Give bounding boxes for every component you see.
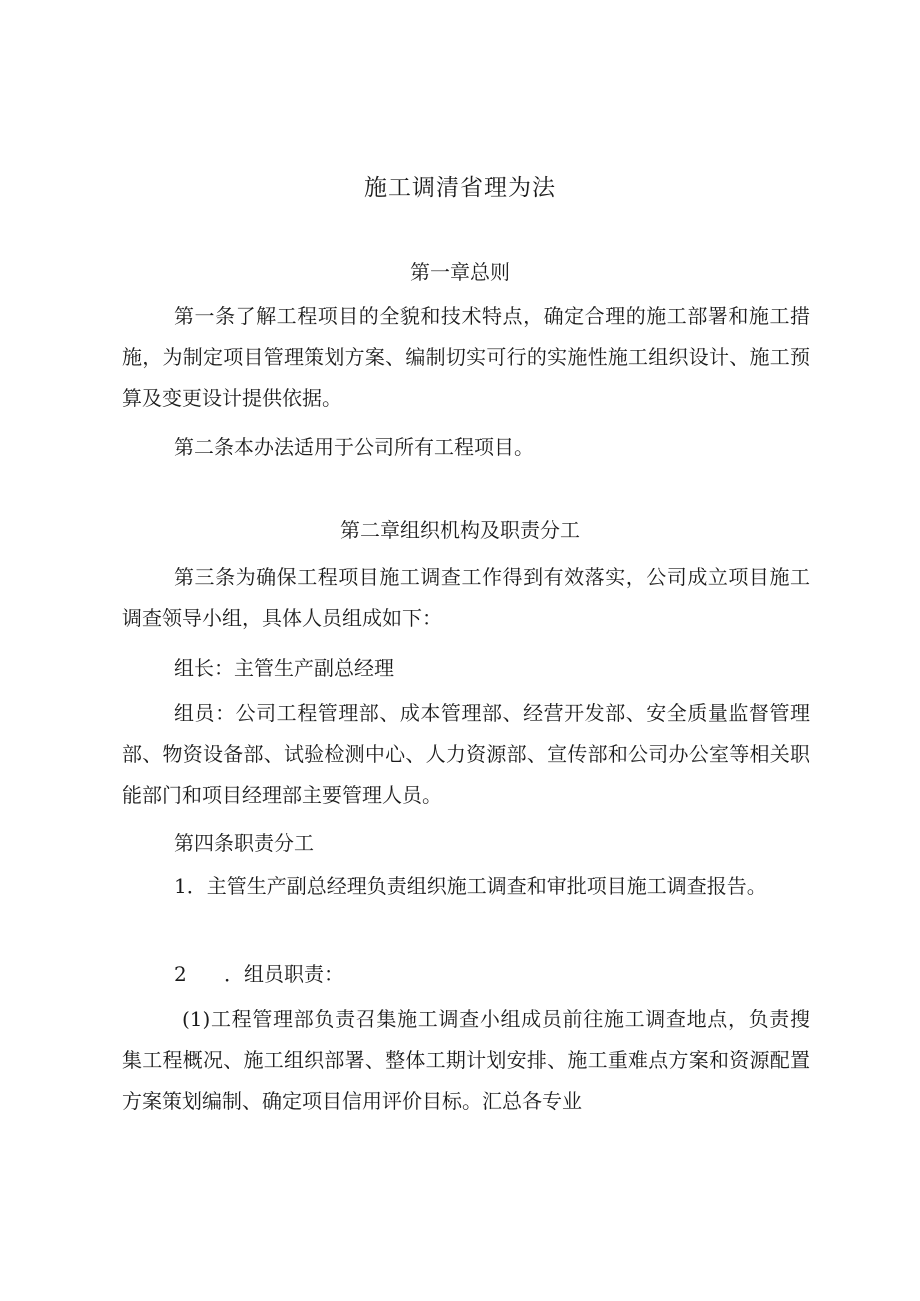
article-1: 第一条了解工程项目的全貌和技术特点，确定合理的施工部署和施工措施，为制定项目管理策划方案、编制切实可行的实施性施工组织设计、施工预算及变更设计提供依据。 (122, 304, 810, 410)
group-members: 组员：公司工程管理部、成本管理部、经营开发部、安全质量监督管理部、物资设备部、试验检测中心、人力资源部、宣传部和公司办公室等相关职能部门和项目经理部主要管理人员。 (122, 701, 810, 807)
duty-sub-item-1: (1)工程管理部负责召集施工调查小组成员前往施工调查地点，负责搜集工程概况、施工组织部署、整体工期计划安排、施工重难点方案和资源配置方案策划编制、确定项目信用评价目标。汇总各专业 (122, 1007, 810, 1113)
article-2: 第二条本办法适用于公司所有工程项目。 (174, 435, 534, 459)
article-4: 第四条职责分工 (174, 831, 314, 855)
duty-item-2-number: 2 (174, 962, 187, 986)
duty-item-2-label: ．组员职责： (224, 962, 344, 986)
article-3: 第三条为确保工程项目施工调查工作得到有效落实，公司成立项目施工调查领导小组，具体人员组成如下： (122, 565, 810, 630)
chapter-2-heading: 第二章组织机构及职责分工 (340, 518, 580, 542)
duty-item-1: 1．主管生产副总经理负责组织施工调查和审批项目施工调查报告。 (174, 874, 767, 898)
chapter-1-heading: 第一章总则 (410, 260, 510, 284)
document-title: 施工调清省理为法 (364, 175, 556, 201)
group-leader: 组长：主管生产副总经理 (174, 656, 394, 680)
